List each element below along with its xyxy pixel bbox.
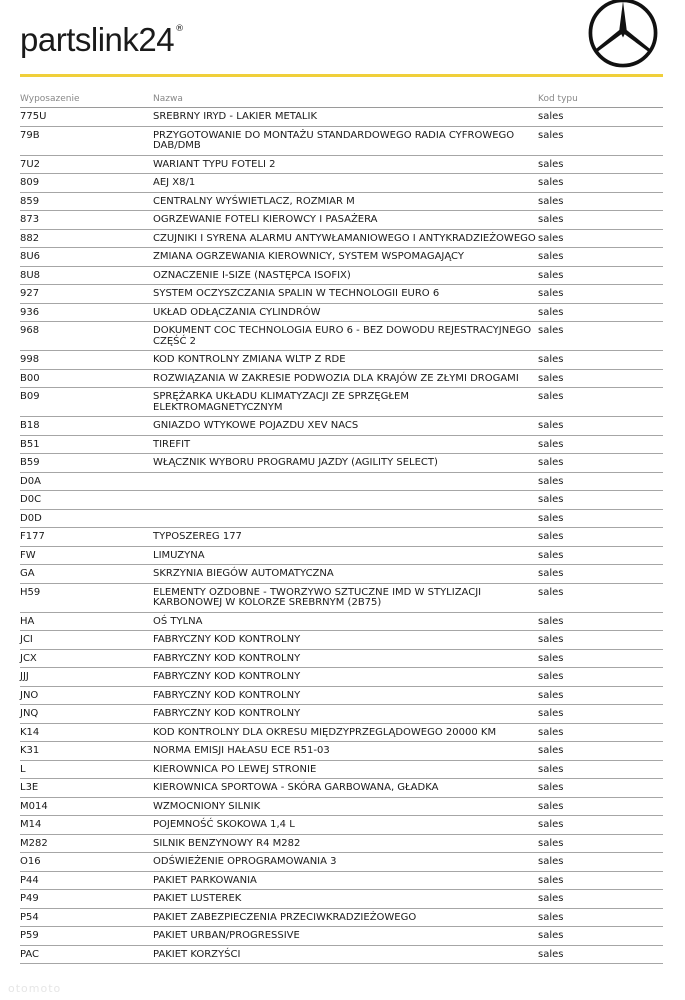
equipment-name-cell: AEJ X8/1 [153, 174, 538, 193]
table-row [20, 760, 663, 779]
equipment-name-cell: CZUJNIKI I SYRENA ALARMU ANTYWŁAMANIOWEGO I ANTYKRADZIEŻOWEGO [153, 229, 538, 248]
equipment-code-cell: B59 [20, 454, 153, 473]
equipment-code-cell: 7U2 [20, 155, 153, 174]
equipment-name-cell: PAKIET PARKOWANIA [153, 871, 538, 890]
table-row [20, 723, 663, 742]
equipment-code-cell: JCX [20, 649, 153, 668]
type-code-cell: sales [538, 472, 663, 491]
equipment-name-cell: ODŚWIEŻENIE OPROGRAMOWANIA 3 [153, 853, 538, 872]
type-code-cell: sales [538, 155, 663, 174]
equipment-name-cell: ROZWIĄZANIA W ZAKRESIE PODWOZIA DLA KRAJÓW ZE ZŁYMI DROGAMI [153, 369, 538, 388]
table-row [20, 509, 663, 528]
type-code-cell: sales [538, 631, 663, 650]
type-code-cell: sales [538, 705, 663, 724]
equipment-name-cell: FABRYCZNY KOD KONTROLNY [153, 686, 538, 705]
equipment-name-cell: FABRYCZNY KOD KONTROLNY [153, 705, 538, 724]
equipment-code-cell: 873 [20, 211, 153, 230]
type-code-cell: sales [538, 192, 663, 211]
equipment-name-cell: PAKIET LUSTEREK [153, 890, 538, 909]
table-row [20, 351, 663, 370]
equipment-name-cell: WARIANT TYPU FOTELI 2 [153, 155, 538, 174]
table-row [20, 834, 663, 853]
equipment-code-cell: 968 [20, 322, 153, 351]
registered-mark: ® [175, 24, 185, 34]
equipment-code-cell: B51 [20, 435, 153, 454]
equipment-code-cell: L3E [20, 779, 153, 798]
table-row [20, 211, 663, 230]
type-code-cell: sales [538, 565, 663, 584]
equipment-code-cell: M282 [20, 834, 153, 853]
column-header-kod-typu: Kod typu [538, 92, 663, 108]
type-code-cell: sales [538, 760, 663, 779]
equipment-name-cell: PAKIET URBAN/PROGRESSIVE [153, 927, 538, 946]
equipment-code-cell: GA [20, 565, 153, 584]
equipment-name-cell: LIMUZYNA [153, 546, 538, 565]
type-code-cell: sales [538, 927, 663, 946]
type-code-cell: sales [538, 126, 663, 155]
equipment-name-cell [153, 491, 538, 510]
table-row [20, 491, 663, 510]
equipment-name-cell: PRZYGOTOWANIE DO MONTAŻU STANDARDOWEGO RADIA CYFROWEGO DAB/DMB [153, 126, 538, 155]
type-code-cell: sales [538, 509, 663, 528]
logo-text: partslink24 [20, 21, 175, 58]
watermark: otomoto [8, 982, 62, 995]
equipment-name-cell: PAKIET ZABEZPIECZENIA PRZECIWKRADZIEŻOWEGO [153, 908, 538, 927]
table-row [20, 174, 663, 193]
equipment-code-cell: M14 [20, 816, 153, 835]
equipment-name-cell: OGRZEWANIE FOTELI KIEROWCY I PASAŻERA [153, 211, 538, 230]
table-row [20, 546, 663, 565]
table-row [20, 945, 663, 964]
type-code-cell: sales [538, 945, 663, 964]
equipment-code-cell: P54 [20, 908, 153, 927]
type-code-cell: sales [538, 816, 663, 835]
table-row [20, 871, 663, 890]
equipment-code-cell: 8U8 [20, 266, 153, 285]
table-row [20, 668, 663, 687]
table-row [20, 454, 663, 473]
type-code-cell: sales [538, 454, 663, 473]
table-row [20, 248, 663, 267]
equipment-name-cell: FABRYCZNY KOD KONTROLNY [153, 631, 538, 650]
table-row [20, 369, 663, 388]
equipment-code-cell: D0C [20, 491, 153, 510]
table-row [20, 686, 663, 705]
equipment-code-cell: 775U [20, 108, 153, 127]
table-row [20, 303, 663, 322]
equipment-name-cell: KOD KONTROLNY DLA OKRESU MIĘDZYPRZEGLĄDOWEGO 20000 KM [153, 723, 538, 742]
equipment-code-cell: 882 [20, 229, 153, 248]
table-row [20, 108, 663, 127]
equipment-name-cell: WZMOCNIONY SILNIK [153, 797, 538, 816]
table-row [20, 890, 663, 909]
table-row [20, 927, 663, 946]
table-row [20, 435, 663, 454]
table-row [20, 705, 663, 724]
type-code-cell: sales [538, 388, 663, 417]
type-code-cell: sales [538, 435, 663, 454]
column-header-wyposazenie: Wyposazenie [20, 92, 153, 108]
table-row [20, 908, 663, 927]
equipment-code-cell: B18 [20, 417, 153, 436]
equipment-name-cell: POJEMNOŚĆ SKOKOWA 1,4 L [153, 816, 538, 835]
table-row [20, 192, 663, 211]
equipment-name-cell: KOD KONTROLNY ZMIANA WLTP Z RDE [153, 351, 538, 370]
equipment-code-cell: F177 [20, 528, 153, 547]
equipment-code-cell: 936 [20, 303, 153, 322]
table-row [20, 742, 663, 761]
equipment-name-cell: UKŁAD ODŁĄCZANIA CYLINDRÓW [153, 303, 538, 322]
type-code-cell: sales [538, 108, 663, 127]
partslink24-logo [20, 14, 184, 56]
table-row [20, 388, 663, 417]
equipment-name-cell: KIEROWNICA SPORTOWA - SKÓRA GARBOWANA, GŁADKA [153, 779, 538, 798]
table-row [20, 266, 663, 285]
type-code-cell: sales [538, 369, 663, 388]
table-row [20, 472, 663, 491]
equipment-name-cell: TYPOSZEREG 177 [153, 528, 538, 547]
equipment-code-cell: 859 [20, 192, 153, 211]
equipment-name-cell: FABRYCZNY KOD KONTROLNY [153, 649, 538, 668]
equipment-code-cell: K14 [20, 723, 153, 742]
equipment-code-cell: PAC [20, 945, 153, 964]
equipment-name-cell: OZNACZENIE I-SIZE (NASTĘPCA ISOFIX) [153, 266, 538, 285]
equipment-code-cell: H59 [20, 583, 153, 612]
table-row [20, 649, 663, 668]
equipment-code-cell: 79B [20, 126, 153, 155]
equipment-code-cell: L [20, 760, 153, 779]
table-row [20, 285, 663, 304]
equipment-name-cell: KIEROWNICA PO LEWEJ STRONIE [153, 760, 538, 779]
column-header-nazwa: Nazwa [153, 92, 538, 108]
equipment-name-cell: CENTRALNY WYŚWIETLACZ, ROZMIAR M [153, 192, 538, 211]
type-code-cell: sales [538, 612, 663, 631]
equipment-name-cell: TIREFIT [153, 435, 538, 454]
type-code-cell: sales [538, 908, 663, 927]
table-row [20, 583, 663, 612]
type-code-cell: sales [538, 546, 663, 565]
table-row [20, 126, 663, 155]
equipment-name-cell [153, 509, 538, 528]
equipment-code-cell: P49 [20, 890, 153, 909]
type-code-cell: sales [538, 174, 663, 193]
equipment-name-cell: OŚ TYLNA [153, 612, 538, 631]
type-code-cell: sales [538, 668, 663, 687]
equipment-code-cell: D0A [20, 472, 153, 491]
equipment-code-cell: JNQ [20, 705, 153, 724]
equipment-code-cell: JJJ [20, 668, 153, 687]
equipment-code-cell: B09 [20, 388, 153, 417]
equipment-code-cell: P44 [20, 871, 153, 890]
type-code-cell: sales [538, 742, 663, 761]
type-code-cell: sales [538, 871, 663, 890]
equipment-code-cell: FW [20, 546, 153, 565]
equipment-name-cell: ZMIANA OGRZEWANIA KIEROWNICY, SYSTEM WSPOMAGAJĄCY [153, 248, 538, 267]
equipment-name-cell: SILNIK BENZYNOWY R4 M282 [153, 834, 538, 853]
equipment-name-cell: SPRĘŻARKA UKŁADU KLIMATYZACJI ZE SPRZĘGŁEM ELEKTROMAGNETYCZNYM [153, 388, 538, 417]
equipment-name-cell: NORMA EMISJI HAŁASU ECE R51-03 [153, 742, 538, 761]
mercedes-star-icon [586, 0, 660, 70]
equipment-code-cell: 8U6 [20, 248, 153, 267]
equipment-code-cell: B00 [20, 369, 153, 388]
type-code-cell: sales [538, 890, 663, 909]
type-code-cell: sales [538, 303, 663, 322]
type-code-cell: sales [538, 649, 663, 668]
type-code-cell: sales [538, 285, 663, 304]
type-code-cell: sales [538, 491, 663, 510]
type-code-cell: sales [538, 229, 663, 248]
table-row [20, 565, 663, 584]
equipment-name-cell: ELEMENTY OZDOBNE - TWORZYWO SZTUCZNE IMD W STYLIZACJI KARBONOWEJ W KOLORZE SREBRNYM (2B75) [153, 583, 538, 612]
table-row [20, 322, 663, 351]
type-code-cell: sales [538, 322, 663, 351]
equipment-name-cell: FABRYCZNY KOD KONTROLNY [153, 668, 538, 687]
page-header [0, 0, 685, 90]
type-code-cell: sales [538, 248, 663, 267]
equipment-name-cell [153, 472, 538, 491]
accent-divider [20, 74, 663, 77]
equipment-code-cell: M014 [20, 797, 153, 816]
table-row [20, 797, 663, 816]
equipment-name-cell: WŁĄCZNIK WYBORU PROGRAMU JAZDY (AGILITY SELECT) [153, 454, 538, 473]
equipment-code-cell: O16 [20, 853, 153, 872]
equipment-code-cell: JCI [20, 631, 153, 650]
equipment-code-cell: P59 [20, 927, 153, 946]
type-code-cell: sales [538, 266, 663, 285]
type-code-cell: sales [538, 797, 663, 816]
table-row [20, 779, 663, 798]
type-code-cell: sales [538, 211, 663, 230]
equipment-code-cell: 927 [20, 285, 153, 304]
type-code-cell: sales [538, 583, 663, 612]
equipment-code-cell: 809 [20, 174, 153, 193]
type-code-cell: sales [538, 351, 663, 370]
equipment-name-cell: SREBRNY IRYD - LAKIER METALIK [153, 108, 538, 127]
type-code-cell: sales [538, 686, 663, 705]
type-code-cell: sales [538, 834, 663, 853]
equipment-code-cell: K31 [20, 742, 153, 761]
table-header-row [20, 92, 663, 108]
equipment-code-cell: 998 [20, 351, 153, 370]
equipment-name-cell: PAKIET KORZYŚCI [153, 945, 538, 964]
table-row [20, 816, 663, 835]
table-row [20, 155, 663, 174]
equipment-code-cell: D0D [20, 509, 153, 528]
equipment-name-cell: SKRZYNIA BIEGÓW AUTOMATYCZNA [153, 565, 538, 584]
equipment-code-cell: HA [20, 612, 153, 631]
table-row [20, 853, 663, 872]
equipment-code-cell: JNO [20, 686, 153, 705]
table-row [20, 528, 663, 547]
table-row [20, 612, 663, 631]
table-row [20, 229, 663, 248]
type-code-cell: sales [538, 723, 663, 742]
type-code-cell: sales [538, 779, 663, 798]
table-row [20, 631, 663, 650]
type-code-cell: sales [538, 853, 663, 872]
type-code-cell: sales [538, 528, 663, 547]
equipment-name-cell: DOKUMENT COC TECHNOLOGIA EURO 6 - BEZ DOWODU REJESTRACYJNEGO CZĘŚĆ 2 [153, 322, 538, 351]
equipment-name-cell: GNIAZDO WTYKOWE POJAZDU XEV NACS [153, 417, 538, 436]
type-code-cell: sales [538, 417, 663, 436]
equipment-name-cell: SYSTEM OCZYSZCZANIA SPALIN W TECHNOLOGII EURO 6 [153, 285, 538, 304]
equipment-table [20, 92, 663, 964]
table-row [20, 417, 663, 436]
